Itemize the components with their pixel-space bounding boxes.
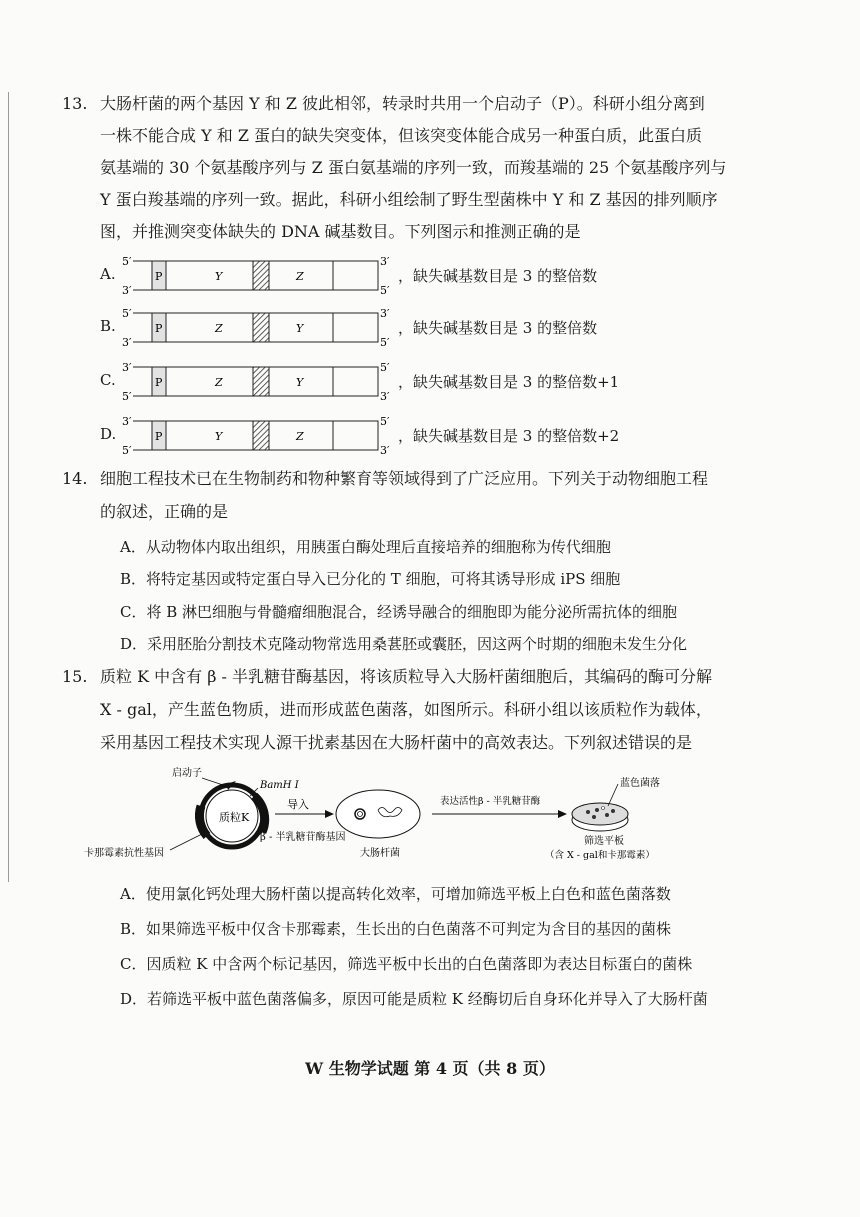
gene-label: Y bbox=[296, 376, 304, 389]
strand-end-label: 3′ bbox=[122, 362, 132, 374]
ecoli-cell bbox=[336, 790, 420, 838]
option-letter: D. bbox=[100, 425, 117, 443]
colony-label: 蓝色菌落 bbox=[620, 778, 660, 789]
gene-arrangement-diagram bbox=[100, 308, 400, 348]
gene-label: Y bbox=[215, 430, 223, 443]
promoter-label: 启动子 bbox=[172, 768, 202, 779]
gene-option-a[interactable] bbox=[100, 256, 720, 296]
question-text-line: 一株不能合成 Y 和 Z 蛋白的缺失突变体，但该突变体能合成另一种蛋白质，此蛋白质 bbox=[100, 126, 703, 145]
strand-end-label: 5′ bbox=[380, 416, 390, 428]
option-d[interactable]: D．采用胚胎分割技术克隆动物常选用桑葚胚或囊胚，因这两个时期的细胞未发生分化 bbox=[120, 635, 688, 653]
option-letter: B. bbox=[100, 317, 116, 335]
gene-label: Y bbox=[296, 322, 304, 335]
option-d[interactable]: D．若筛选平板中蓝色菌落偏多，原因可能是质粒 K 经酶切后自身环化并导入了大肠杆菌 bbox=[120, 990, 708, 1008]
arrow-express-label: 表达活性β - 半乳糖苷酶 bbox=[440, 796, 541, 807]
question-text-line: 氨基端的 30 个氨基酸序列与 Z 蛋白氨基端的序列一致，而羧基端的 25 个氨基酸序列与 bbox=[100, 158, 727, 177]
question-text-line: 质粒 K 中含有 β - 半乳糖苷酶基因，将该质粒导入大肠杆菌细胞后，其编码的酶可分解 bbox=[100, 667, 713, 686]
option-letter: C. bbox=[100, 371, 116, 389]
option-c[interactable]: C．将 B 淋巴细胞与骨髓瘤细胞混合，经诱导融合的细胞即为能分泌所需抗体的细胞 bbox=[120, 603, 678, 621]
strand-end-label: 5′ bbox=[122, 390, 132, 402]
plate-label: 筛选平板 bbox=[584, 836, 624, 847]
page-footer: W 生物学试题 第 4 页（共 8 页） bbox=[305, 1059, 555, 1078]
strand-end-label: 5′ bbox=[380, 284, 390, 296]
strand-end-label: 5′ bbox=[380, 362, 390, 374]
option-note: ，缺失碱基数目是 3 的整倍数 bbox=[398, 319, 598, 337]
strand-end-label: 3′ bbox=[122, 416, 132, 428]
gene-label: Z bbox=[215, 376, 223, 389]
strand-end-label: 5′ bbox=[122, 256, 132, 268]
gene-arrangement-diagram bbox=[100, 416, 400, 456]
option-b[interactable]: B．将特定基因或特定蛋白导入已分化的 T 细胞，可将其诱导形成 iPS 细胞 bbox=[120, 570, 621, 588]
site-label: BamH I bbox=[260, 780, 299, 791]
gene-label: Z bbox=[296, 430, 304, 443]
arrow-import-label: 导入 bbox=[287, 798, 309, 811]
question-text-line: Y 蛋白羧基端的序列一致。据此，科研小组绘制了野生型菌株中 Y 和 Z 基因的排列顺序 bbox=[100, 190, 718, 209]
question-number: 14. bbox=[62, 469, 88, 488]
transformation-diagram bbox=[80, 766, 720, 862]
question-text-line: 细胞工程技术已在生物制药和物种繁育等领域得到了广泛应用。下列关于动物细胞工程 bbox=[100, 469, 709, 488]
gene-option-b[interactable] bbox=[100, 308, 720, 348]
gene-label: Z bbox=[215, 322, 223, 335]
question-text-line: 图，并推测突变体缺失的 DNA 碱基数目。下列图示和推测正确的是 bbox=[100, 222, 581, 241]
gene-option-d[interactable] bbox=[100, 416, 720, 456]
strand-end-label: 3′ bbox=[122, 336, 132, 348]
strand-end-label: 3′ bbox=[380, 390, 390, 402]
option-note: ，缺失碱基数目是 3 的整倍数+2 bbox=[398, 427, 620, 445]
promoter-label: P bbox=[155, 430, 163, 443]
question-text-line: X - gal，产生蓝色物质，进而形成蓝色菌落，如图所示。科研小组以该质粒作为载体， bbox=[100, 700, 712, 719]
beta-gal-gene-label: β - 半乳糖苷酶基因 bbox=[260, 832, 346, 843]
strand-end-label: 5′ bbox=[380, 336, 390, 348]
question-text-line: 采用基因工程技术实现人源干扰素基因在大肠杆菌中的高效表达。下列叙述错误的是 bbox=[100, 733, 693, 752]
strand-end-label: 3′ bbox=[380, 256, 390, 268]
question-number: 15. bbox=[62, 667, 88, 686]
strand-end-label: 3′ bbox=[122, 284, 132, 296]
strand-end-label: 5′ bbox=[122, 444, 132, 456]
kan-gene-label: 卡那霉素抗性基因 bbox=[84, 848, 164, 859]
gene-label: Y bbox=[215, 270, 223, 283]
ecoli-label: 大肠杆菌 bbox=[360, 848, 400, 859]
gene-label: Z bbox=[296, 270, 304, 283]
option-c[interactable]: C．因质粒 K 中含两个标记基因，筛选平板中长出的白色菌落即为表达目标蛋白的菌株 bbox=[120, 955, 693, 973]
option-a[interactable]: A．使用氯化钙处理大肠杆菌以提高转化效率，可增加筛选平板上白色和蓝色菌落数 bbox=[120, 885, 671, 903]
plate-note: （含 X - gal和卡那霉素） bbox=[545, 850, 655, 861]
question-number: 13. bbox=[62, 94, 88, 113]
left-margin-rule bbox=[8, 92, 9, 882]
question-text-line: 的叙述，正确的是 bbox=[100, 502, 229, 521]
strand-end-label: 5′ bbox=[122, 308, 132, 320]
promoter-label: P bbox=[155, 270, 163, 283]
gene-arrangement-diagram bbox=[100, 362, 400, 402]
option-note: ，缺失碱基数目是 3 的整倍数+1 bbox=[398, 373, 620, 391]
option-b[interactable]: B．如果筛选平板中仅含卡那霉素，生长出的白色菌落不可判定为含目的基因的菌株 bbox=[120, 920, 672, 938]
strand-end-label: 3′ bbox=[380, 444, 390, 456]
gene-arrangement-diagram bbox=[100, 256, 400, 296]
promoter-label: P bbox=[155, 376, 163, 389]
promoter-label: P bbox=[155, 322, 163, 335]
option-note: ，缺失碱基数目是 3 的整倍数 bbox=[398, 267, 598, 285]
plasmid-label: 质粒K bbox=[219, 811, 250, 824]
gene-option-c[interactable] bbox=[100, 362, 720, 402]
strand-end-label: 3′ bbox=[380, 308, 390, 320]
selection-plate bbox=[572, 803, 628, 831]
option-a[interactable]: A．从动物体内取出组织，用胰蛋白酶处理后直接培养的细胞称为传代细胞 bbox=[120, 538, 611, 556]
option-letter: A. bbox=[100, 265, 116, 283]
question-text-line: 大肠杆菌的两个基因 Y 和 Z 彼此相邻，转录时共用一个启动子（P）。科研小组分离到 bbox=[100, 94, 705, 113]
